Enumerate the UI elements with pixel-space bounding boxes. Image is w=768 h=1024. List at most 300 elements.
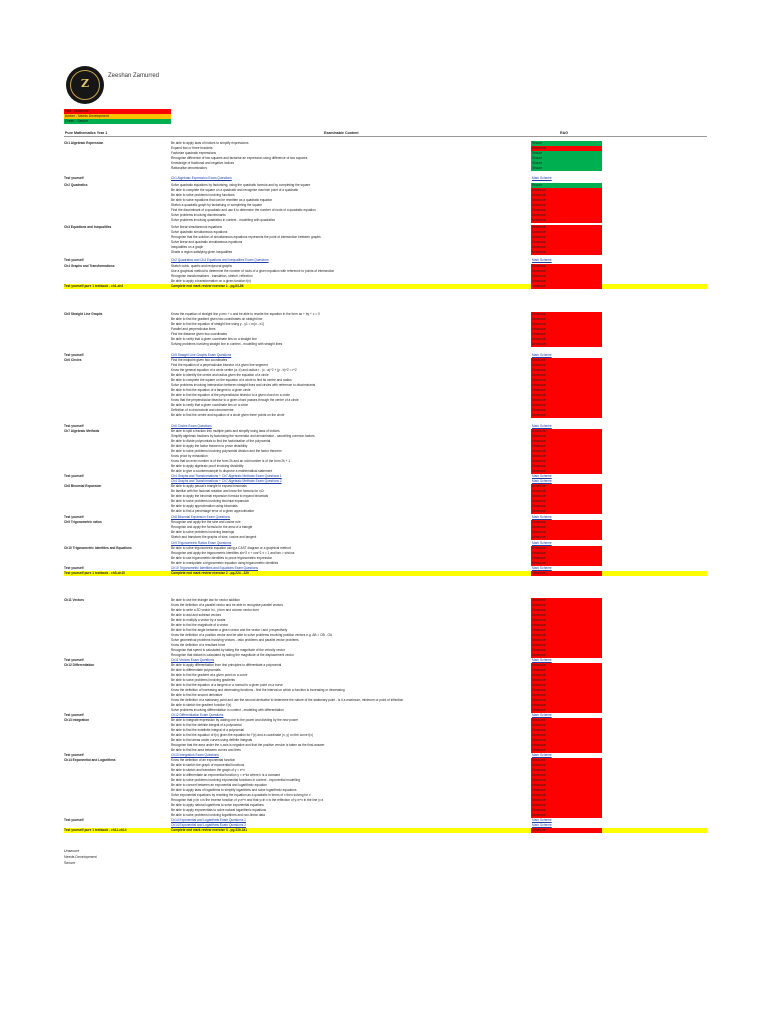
content-cell: Solve quadratic simultaneous equations [171, 230, 228, 234]
content-cell: Use a graphical method to determine the number of roots of a given equation with reference to points of intersection [171, 269, 335, 273]
rag-cell: Unsecure [531, 363, 602, 368]
topic-cell: Ch8 Binomial Expansion [64, 484, 102, 488]
content-cell: Be able to multiply a vector by a scalar [171, 618, 226, 622]
content-cell: Be able to convert between an exponential and logarithmic equation [171, 783, 267, 787]
rag-cell: Secure [531, 141, 602, 146]
rag-cell: Secure [531, 183, 602, 188]
exam-questions-link[interactable]: Ch8 Binomial Expansion Exam Questions [171, 515, 230, 519]
rag-cell: Unsecure [531, 768, 602, 773]
content-cell: Be able to solve equations that can be rewritten as a quadratic equation [171, 198, 273, 202]
rag-cell: Unsecure [531, 793, 602, 798]
rag-cell: Unsecure [531, 429, 602, 434]
mark-scheme-link[interactable]: Mark Scheme [532, 566, 552, 570]
mark-scheme-link[interactable]: Mark Scheme [532, 515, 552, 519]
topic-cell: Test yourself [64, 474, 84, 478]
content-cell: Find the distance given two coordinates [171, 332, 227, 336]
content-cell: Be able to divide polynomials to find the factorisation of the polynomial [171, 439, 271, 443]
topic-cell: Ch13 Integration [64, 718, 90, 722]
content-cell: Know the definition of a resultant force [171, 643, 226, 647]
rag-cell: Unsecure [531, 208, 602, 213]
content-cell: Know the definition of increasing and decreasing functions - find the interval on which a function is increasing or decreasing [171, 688, 345, 692]
topic-cell: Ch4 Graphs and Transformations [64, 264, 115, 268]
content-cell: Simplify algebraic fractions by factorising the numerator and denominator - cancelling common factors [171, 434, 315, 438]
mark-scheme-link[interactable]: Mark Scheme [532, 823, 552, 827]
content-cell: Recognise that the area under the x-axis is negative and that the positive version is taken as the final answer [171, 743, 325, 747]
table-row [64, 284, 707, 289]
content-cell: Solve problems involving differentiation in context - modelling with differentiation [171, 708, 284, 712]
rag-cell: Unsecure [531, 828, 602, 833]
exam-questions-link[interactable]: Ch2 Quadratics and Ch3 Equations and Inequalities Exam Questions [171, 258, 269, 262]
content-cell: Be able to solve problems involving polynomial division and the factor theorem [171, 449, 282, 453]
content-cell: Be able to apply algebraic proof involving divisibility [171, 464, 244, 468]
content-cell: Solve problems involving quadratics in context - modelling with quadratics [171, 218, 275, 222]
rag-cell: Unsecure [531, 551, 602, 556]
rag-cell: Unsecure [531, 603, 602, 608]
mark-scheme-link[interactable]: Mark Scheme [532, 176, 552, 180]
rag-cell: Unsecure [531, 708, 602, 713]
topic-cell: Test yourself [64, 515, 84, 519]
content-cell: Be able to solve problems involving bearings [171, 530, 235, 534]
rag-cell: Unsecure [531, 556, 602, 561]
topic-cell: Test yourself [64, 258, 84, 262]
footer-legend-item: Secure [64, 861, 76, 865]
rag-cell: Unsecure [531, 723, 602, 728]
content-cell: Know the definition of an exponential function [171, 758, 236, 762]
rag-key-item: Amber - Needs Development [64, 114, 171, 119]
content-cell: Be able to solve problems involving logarithms and non-linear data [171, 813, 265, 817]
rag-cell: Unsecure [531, 403, 602, 408]
content-cell: Find the equation of a perpendicular bisector of a given line segment [171, 363, 268, 367]
content-cell: Be able to apply exponentials to solve natural logarithmic equations [171, 808, 267, 812]
rag-cell: Secure [531, 166, 602, 171]
mark-scheme-link[interactable]: Mark Scheme [532, 753, 552, 757]
rag-cell: Unsecure [531, 733, 602, 738]
exam-questions-link[interactable]: Ch13 Integration Exam Questions [171, 753, 219, 757]
topic-cell: Test yourself pure 1 textbook - ch1-ch4 [64, 284, 124, 288]
content-cell: Be able to solve trigonometric equation using a CAST diagram or a graphical method [171, 546, 291, 550]
mark-scheme-link[interactable]: Mark Scheme [532, 713, 552, 717]
table-row [64, 166, 707, 171]
content-cell: Be able to identify the centre and radius given the equation of a circle [171, 373, 269, 377]
rag-cell: Unsecure [531, 358, 602, 363]
rag-cell: Unsecure [531, 763, 602, 768]
header-content: Examinable Content [324, 131, 359, 135]
topic-cell: Ch14 Exponential and Logarithms [64, 758, 116, 762]
footer-legend-item: Needs Development [64, 855, 97, 859]
rag-cell: Unsecure [531, 388, 602, 393]
rag-cell: Unsecure [531, 489, 602, 494]
content-cell: Recognise and apply the trigonometric identities sin^2 x + cos^2 x = 1 and tan = sin/cos [171, 551, 295, 555]
mark-scheme-link[interactable]: Mark Scheme [532, 258, 552, 262]
topic-cell: Test yourself [64, 753, 84, 757]
table-row [64, 176, 707, 181]
logo [66, 66, 104, 104]
topic-cell: Test yourself [64, 424, 84, 428]
rag-cell: Unsecure [531, 535, 602, 540]
rag-cell: Unsecure [531, 678, 602, 683]
table-row [64, 218, 707, 223]
content-cell: Be able to integrate expression by adding one to the power and dividing by the new power [171, 718, 299, 722]
content-cell: Find the discriminant of a quadratic and use it to determine the number of roots of a quadratic equation [171, 208, 316, 212]
topic-cell: Ch7 Algebraic Methods [64, 429, 100, 433]
content-cell: Be able to apply a transformation on a given function f(x) [171, 279, 251, 283]
rag-cell: Unsecure [531, 378, 602, 383]
content-cell: Definition of a circumcircle and circumcentre [171, 408, 234, 412]
content-cell: Be able to find the equation of f(x) given the equation for f'(x) and a coordinate (x, y) on the curve f(x) [171, 733, 313, 737]
topic-cell: Ch1 Algebraic Expression [64, 141, 104, 145]
content-cell: Be able to use trigonometric identities to prove trigonometric expression [171, 556, 273, 560]
content-cell: Be able to apply natural logarithms to solve exponential equations [171, 803, 264, 807]
rag-cell: Unsecure [531, 342, 602, 347]
content-cell: Solve quadratic equations by factorising, using the quadratic formula and by completing the square [171, 183, 311, 187]
content-cell: Be able to differentiate an exponential function y = e^kx where k is a constant [171, 773, 280, 777]
content-cell: Sketch cubic, quartic and reciprocal graphs [171, 264, 232, 268]
rag-cell: Unsecure [531, 203, 602, 208]
exam-questions-link[interactable]: Ch14 Exponential and Logarithms Exam Questions 2 [171, 823, 246, 827]
rag-cell: Unsecure [531, 803, 602, 808]
rag-cell: Unsecure [531, 245, 602, 250]
rag-cell: Unsecure [531, 668, 602, 673]
rag-cell: Unsecure [531, 546, 602, 551]
rag-cell: Unsecure [531, 449, 602, 454]
rag-key-item: Red - Unsecure [64, 109, 171, 114]
rag-cell: Unsecure [531, 250, 602, 255]
rag-cell: Unsecure [531, 188, 602, 193]
exam-questions-link[interactable]: Ch4 Graphs and Transformations + Ch7 Algebraic Methods Exam Questions 2 [171, 479, 282, 483]
content-cell: Solve problems involving intersection between straight lines and circles with reference to discriminants [171, 383, 316, 387]
rag-cell: Unsecure [531, 525, 602, 530]
content-cell: Recognise and apply the the sine and cosine rule [171, 520, 241, 524]
content-cell: Be able to write a 2D vector in i, j form and column vector form [171, 608, 260, 612]
rag-cell: Unsecure [531, 494, 602, 499]
topic-cell: Test yourself pure 1 textbook - ch5-ch10 [64, 571, 125, 575]
rag-cell: Unsecure [531, 638, 602, 643]
content-cell: Recognise that the solution of simultaneous equations represents the point of intersection between graphs [171, 235, 321, 239]
mark-scheme-link[interactable]: Mark Scheme [532, 474, 552, 478]
table-row [64, 535, 707, 540]
content-cell: Recognise that speed is calculated by taking the magnitude of the velocity vector [171, 648, 285, 652]
rag-cell: Unsecure [531, 608, 602, 613]
content-cell: Be able to split a fraction into multiple parts and simplify using laws of indices [171, 429, 280, 433]
content-cell: Be able to find the equation of straight line using y - y1 = m(x - x1) [171, 322, 264, 326]
content-cell: Be able to apply laws of logarithms to simplify logarithms and solve logarithmic equations [171, 788, 297, 792]
rag-cell: Unsecure [531, 509, 602, 514]
content-cell: Be able to find a percentage error of a given approximation [171, 509, 255, 513]
rag-cell: Unsecure [531, 264, 602, 269]
rag-cell: Unsecure [531, 368, 602, 373]
content-cell: Be able to apply the binomial expansion formula to expand binomials [171, 494, 269, 498]
content-cell: Be able to apply differentiation from first principles to differentiate a polynomial [171, 663, 282, 667]
content-cell: Be able to sketch the graph of exponential functions [171, 763, 245, 767]
content-cell: Recognise difference of two squares and factorise an expression using difference of two squares [171, 156, 308, 160]
rag-cell: Unsecure [531, 269, 602, 274]
rag-cell: Unsecure [531, 738, 602, 743]
content-cell: Be able to find the magnitude of a vector [171, 623, 229, 627]
rag-cell: Unsecure [531, 146, 602, 151]
rag-cell: Unsecure [531, 327, 602, 332]
content-cell: Solve problems involving discriminants [171, 213, 226, 217]
topic-cell: Ch9 Trigonometric ratios [64, 520, 102, 524]
exam-questions-link[interactable]: Ch5 Straight Line Graphs Exam Questions [171, 353, 232, 357]
rag-cell: Unsecure [531, 312, 602, 317]
rag-cell: Unsecure [531, 520, 602, 525]
exam-questions-link[interactable]: Ch4 Graphs and Transformations + Ch7 Algebraic Methods Exam Questions 1 [171, 474, 282, 478]
content-cell: Be able to apply approximation using binomials [171, 504, 238, 508]
content-cell: Be able to complete the square on a quadratic and recognise max/min point of a quadratic [171, 188, 299, 192]
rag-cell: Unsecure [531, 703, 602, 708]
content-cell: Know the definition of a position vector and be able to solve problems involving position vectors e.g. AB = OB - OA [171, 633, 333, 637]
topic-cell: Test yourself pure 1 textbook - ch11-ch14 [64, 828, 127, 832]
mark-scheme-link[interactable]: Mark Scheme [532, 479, 552, 483]
rag-cell: Unsecure [531, 434, 602, 439]
content-cell: Be able to find the equation of the perpendicular bisector to a given chord on a circle [171, 393, 290, 397]
content-cell: Know proof by exhaustion [171, 454, 208, 458]
content-cell: Be able to solve problems involving gradients [171, 678, 235, 682]
rag-cell: Unsecure [531, 728, 602, 733]
rag-cell: Unsecure [531, 213, 602, 218]
rag-cell: Unsecure [531, 718, 602, 723]
content-cell: Find the midpoint given two coordinates [171, 358, 228, 362]
content-cell: Be able to find the equation of a tangent to a given circle [171, 388, 251, 392]
owner-name: Zeeshan Zamurred [108, 73, 160, 79]
content-cell: Be able to find the second derivative [171, 693, 223, 697]
rag-cell: Unsecure [531, 798, 602, 803]
rag-cell: Unsecure [531, 459, 602, 464]
content-cell: Recognise transformations - translation, stretch, reflection [171, 274, 253, 278]
rag-cell: Unsecure [531, 813, 602, 818]
content-cell: Solving problems involving straight line in context - modelling with straight lines [171, 342, 283, 346]
content-cell: Inequalities on a graph [171, 245, 204, 249]
footer-legend-item: Unsecure [64, 849, 80, 853]
rag-cell: Unsecure [531, 618, 602, 623]
rag-cell: Unsecure [531, 613, 602, 618]
topic-cell: Test yourself [64, 658, 84, 662]
rag-cell: Unsecure [531, 788, 602, 793]
content-cell: Know that the perpendicular bisector to a given chord passes through the centre of a circle [171, 398, 299, 402]
rag-cell: Unsecure [531, 413, 602, 418]
mark-scheme-link[interactable]: Mark Scheme [532, 424, 552, 428]
rag-cell: Unsecure [531, 688, 602, 693]
header-topic: Pure Mathematics Year 1 [65, 131, 108, 135]
rag-cell: Unsecure [531, 317, 602, 322]
content-cell: Be able to find the definite integral of a polynomial [171, 723, 242, 727]
content-cell: Solve geometrical problems involving vectors - ratio problems and parallel vector problems [171, 638, 299, 642]
rag-cell: Unsecure [531, 373, 602, 378]
content-cell: Complete end mark review exercise 1 - pg.83-86 [171, 284, 244, 288]
exam-questions-link[interactable]: Ch1 Algebraic Expression Exam Questions [171, 176, 232, 180]
rag-cell: Unsecure [531, 383, 602, 388]
rag-cell: Unsecure [531, 683, 602, 688]
exam-questions-link[interactable]: Ch9 Trigonometric Ratios Exam Questions [171, 541, 232, 545]
topic-cell: Ch10 Trigonometric Identities and Equations [64, 546, 132, 550]
rag-cell: Unsecure [531, 393, 602, 398]
table-header [64, 131, 707, 137]
topic-cell: Test yourself [64, 818, 84, 822]
content-cell: Complete end mark review exercise 2 - pg.224 - 229 [171, 571, 249, 575]
rag-cell: Unsecure [531, 698, 602, 703]
rag-cell: Unsecure [531, 783, 602, 788]
content-cell: Sketch and transform the graphs of sine, cosine and tangent [171, 535, 257, 539]
exam-questions-link[interactable]: Ch11 Vectors Exam Questions [171, 658, 215, 662]
content-cell: Recognise and apply the formula for the area of a triangle [171, 525, 253, 529]
mark-scheme-link[interactable]: Mark Scheme [532, 658, 552, 662]
content-cell: Complete end mark review exercise 3 - pg.339-341 [171, 828, 248, 832]
rag-cell: Secure [531, 156, 602, 161]
rag-cell: Unsecure [531, 464, 602, 469]
content-cell: Recognise that distant is calculated by taking the magnitude of the displacement vector [171, 653, 294, 657]
rag-cell: Unsecure [531, 398, 602, 403]
content-cell: Shade a region satisfying given inequalities [171, 250, 233, 254]
exam-questions-link[interactable]: Ch6 Circles Exam Questions [171, 424, 212, 428]
topic-cell: Ch11 Vectors [64, 598, 85, 602]
table-row [64, 413, 707, 418]
rag-cell: Unsecure [531, 240, 602, 245]
rag-cell: Unsecure [531, 439, 602, 444]
table-row [64, 342, 707, 347]
rag-cell: Unsecure [531, 530, 602, 535]
content-cell: Be able to find the gradient at a given point on a curve [171, 673, 248, 677]
content-cell: Be familiar with the factorial notation and know the formula for nCr [171, 489, 265, 493]
rag-cell: Unsecure [531, 663, 602, 668]
rag-cell: Unsecure [531, 623, 602, 628]
rag-cell: Secure [531, 151, 602, 156]
rag-cell: Unsecure [531, 279, 602, 284]
content-cell: Be able to add and subtract vectors [171, 613, 222, 617]
table-row [64, 509, 707, 514]
rag-cell: Unsecure [531, 218, 602, 223]
topic-cell: Test yourself [64, 566, 84, 570]
topic-cell: Test yourself [64, 353, 84, 357]
topic-cell: Ch3 Equations and Inequalities [64, 225, 112, 229]
rag-cell: Unsecure [531, 469, 602, 474]
content-cell: Solve linear simultaneous equations [171, 225, 223, 229]
content-cell: Recognise that y=ln x is the inverse function of y=e^x and that y=ln x is the reflection of y=e^x in the line y=x [171, 798, 324, 802]
rag-cell: Unsecure [531, 758, 602, 763]
content-cell: Be able to apply laws of indices to simplify expressions [171, 141, 249, 145]
rag-cell: Unsecure [531, 673, 602, 678]
rag-cell: Unsecure [531, 484, 602, 489]
rag-cell: Unsecure [531, 693, 602, 698]
content-cell: Be able to give a counterexample to disprove a mathematical statement [171, 469, 273, 473]
mark-scheme-link[interactable]: Mark Scheme [532, 818, 552, 822]
rag-cell: Unsecure [531, 633, 602, 638]
content-cell: Be able to solve problems involving binomial expansion [171, 499, 250, 503]
topic-cell: Test yourself [64, 176, 84, 180]
content-cell: Rationalise denominators [171, 166, 207, 170]
header-rag: RAG [560, 131, 568, 135]
rag-cell: Unsecure [531, 337, 602, 342]
rag-cell: Unsecure [531, 773, 602, 778]
rag-cell: Unsecure [531, 748, 602, 753]
content-cell: Be able to complete the square on the equation of a circle to find its centre and radius [171, 378, 292, 382]
content-cell: Knowledge of fractional and negative indices [171, 161, 235, 165]
rag-cell: Unsecure [531, 628, 602, 633]
topic-cell: Ch6 Circles [64, 358, 82, 362]
rag-key-item: Green - Secure [64, 119, 171, 124]
content-cell: Be able to find the gradient given two coordinates on straight line [171, 317, 263, 321]
content-cell: Be able to find the indefinite integral of a polynomial [171, 728, 245, 732]
content-cell: Be able to solve problems involving exponential functions in context - exponential modelling [171, 778, 300, 782]
rag-cell: Unsecure [531, 561, 602, 566]
rag-cell: Unsecure [531, 598, 602, 603]
rag-cell: Unsecure [531, 571, 602, 576]
content-cell: Be able to sketch the gradient function f'(x) [171, 703, 232, 707]
rag-cell: Unsecure [531, 284, 602, 289]
content-cell: Be able to sketch and transform the graph of y = e^x [171, 768, 245, 772]
topic-cell: Ch2 Quadratics [64, 183, 88, 187]
rag-cell: Unsecure [531, 778, 602, 783]
content-cell: Solve exponential equations by rewriting the equation as a quadratic in terms of x then solving for x [171, 793, 311, 797]
rag-cell: Unsecure [531, 454, 602, 459]
content-cell: Be able to verify that a given coordinate lies on a straight line [171, 337, 257, 341]
rag-cell: Unsecure [531, 193, 602, 198]
rag-cell: Unsecure [531, 230, 602, 235]
content-cell: Be able to manipulate a trigonometric equation using trigonometric identities [171, 561, 279, 565]
topic-cell: Ch12 Differentiation [64, 663, 95, 667]
rag-cell: Unsecure [531, 322, 602, 327]
table-row [64, 571, 707, 576]
content-cell: Know the general equation of a circle centre (a, b) and radius r : (x - a)^2 + (y - b)^2 = r^2 [171, 368, 297, 372]
rag-cell: Unsecure [531, 444, 602, 449]
topic-cell: Ch5 Straight Line Graphs [64, 312, 103, 316]
content-cell: Sketch a quadratic graph by factorising or completing the square [171, 203, 263, 207]
content-cell: Be able to find areas under curves using definite integrals [171, 738, 253, 742]
rag-cell: Unsecure [531, 504, 602, 509]
rag-cell: Unsecure [531, 408, 602, 413]
content-cell: Expand two or three brackets [171, 146, 213, 150]
topic-cell: Test yourself [64, 713, 84, 717]
content-cell: Be able to find the equation of a tangent or a normal to a given point on a curve [171, 683, 283, 687]
mark-scheme-link[interactable]: Mark Scheme [532, 353, 552, 357]
rag-cell: Unsecure [531, 274, 602, 279]
content-cell: Be able to apply the factor theorem to prove divisibility [171, 444, 248, 448]
rag-cell: Unsecure [531, 808, 602, 813]
content-cell: Factorise quadratic expressions [171, 151, 217, 155]
content-cell: Be able to find the area between curves and lines [171, 748, 241, 752]
content-cell: Be able to find the centre and equation of a circle given three points on the circle [171, 413, 285, 417]
rag-cell: Unsecure [531, 643, 602, 648]
rag-cell: Unsecure [531, 653, 602, 658]
content-cell: Solve linear and quadratic simultaneous equations [171, 240, 243, 244]
table-row [64, 258, 707, 263]
content-cell: Be able to apply pascal's triangle to expand binomials [171, 484, 247, 488]
rag-cell: Secure [531, 161, 602, 166]
exam-questions-link[interactable]: Ch12 Differentiation Exam Questions [171, 713, 224, 717]
content-cell: Be able to verify that a given coordinate lies on a circle [171, 403, 249, 407]
logo-glyph: Z [80, 77, 90, 90]
mark-scheme-link[interactable]: Mark Scheme [532, 541, 552, 545]
table-row [64, 828, 707, 833]
content-cell: Know the definition of a stationary point and use the second derivative to determine the nature of the stationary point - is it a maximum, minimum or point of inflection [171, 698, 404, 702]
content-cell: Know that an even number is of the form 2k and an odd number is of the form 2k + 1 [171, 459, 291, 463]
content-cell: Be able to find the angle between a given vector and the vector i and j respectively [171, 628, 288, 632]
rag-cell: Unsecure [531, 225, 602, 230]
rag-cell: Unsecure [531, 235, 602, 240]
table-row [64, 250, 707, 255]
rag-cell: Unsecure [531, 332, 602, 337]
content-cell: Know the equation of straight line y=mx + c and be able to rewrite the equation in the form ax + by + c = 0 [171, 312, 320, 316]
content-cell: Be able to use the triangle law for vector addition [171, 598, 240, 602]
content-cell: Be able to solve problems involving functions [171, 193, 235, 197]
content-cell: Be able to differentiate polynomials [171, 668, 221, 672]
exam-questions-link[interactable]: Ch10 Trigonometric Identities and Equations Exam Questions [171, 566, 258, 570]
content-cell: Know the definition of a parallel vector and be able to recognise parallel vectors [171, 603, 283, 607]
rag-cell: Unsecure [531, 648, 602, 653]
rag-cell: Unsecure [531, 743, 602, 748]
rag-cell: Unsecure [531, 198, 602, 203]
content-cell: Parallel and perpendicular lines [171, 327, 216, 331]
exam-questions-link[interactable]: Ch14 Exponential and Logarithms Exam Questions 1 [171, 818, 246, 822]
